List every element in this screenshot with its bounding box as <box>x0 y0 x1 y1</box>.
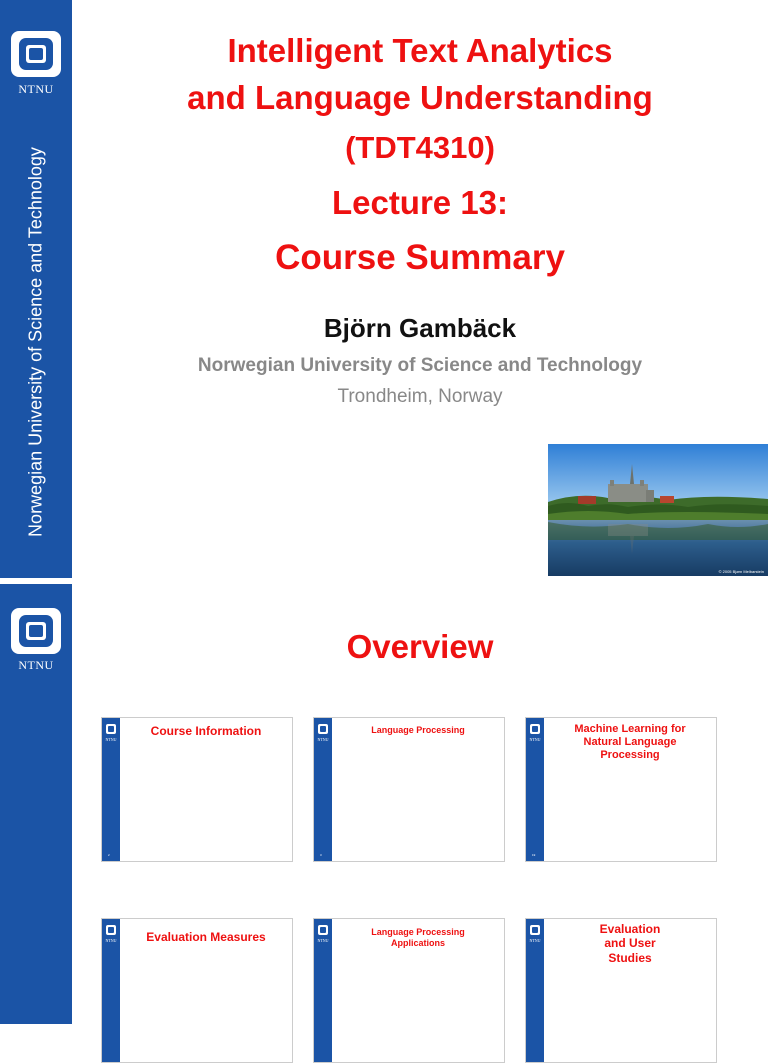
location: Trondheim, Norway <box>337 386 503 407</box>
thumbnail-title: Course Information <box>150 724 262 738</box>
thumbnail-evaluation-user-studies[interactable] <box>525 918 717 1063</box>
ntnu-logo-icon <box>11 31 61 77</box>
vertical-university-text: Norwegian University of Science and Technology <box>25 147 46 537</box>
thumbnail-title: Machine Learning for Natural Language Processing <box>574 723 686 762</box>
overview-title: Overview <box>346 628 494 665</box>
thumbnail-language-processing-applications[interactable] <box>313 918 505 1063</box>
lecture-subject: Course Summary <box>275 238 565 277</box>
mini-logo-text: NTNU <box>317 737 329 742</box>
mini-logo-text: NTNU <box>529 737 541 742</box>
thumbnail-title: Language Processing <box>371 725 465 735</box>
ntnu-mini-logo-icon <box>318 925 328 935</box>
thumbnail-evaluation-measures[interactable] <box>101 918 293 1063</box>
university-name: Norwegian University of Science and Technology <box>197 355 643 376</box>
ntnu-mini-logo-icon <box>530 925 540 935</box>
course-title-line1: Intelligent Text Analytics <box>227 32 613 69</box>
ntnu-mini-logo-icon <box>318 724 328 734</box>
thumbnail-machine-learning-nlp[interactable] <box>525 717 717 862</box>
thumbnail-page-number: 2 <box>108 853 110 857</box>
ntnu-mini-logo-icon <box>106 724 116 734</box>
photo-credit: © 2005 Bjørn Melbarstein <box>718 569 764 574</box>
thumbnail-page-number: 19 <box>532 853 536 857</box>
sidebar-overview-slide <box>0 584 72 1024</box>
cathedral-photo <box>548 444 768 576</box>
thumbnail-course-information[interactable] <box>101 717 293 862</box>
thumbnail-title: Language Processing Applications <box>371 927 465 948</box>
ntnu-mini-logo-icon <box>530 724 540 734</box>
logo-text: NTNU <box>18 82 54 96</box>
ntnu-logo-icon <box>11 608 61 654</box>
lecture-number: Lecture 13: <box>331 184 509 221</box>
thumbnail-title: Evaluation and User Studies <box>599 922 661 965</box>
mini-logo-text: NTNU <box>529 938 541 943</box>
thumbnail-title: Evaluation Measures <box>146 930 266 944</box>
author-name: Björn Gambäck <box>323 313 517 343</box>
mini-logo-text: NTNU <box>317 938 329 943</box>
mini-logo-text: NTNU <box>105 737 117 742</box>
course-code: (TDT4310) <box>345 130 495 165</box>
thumbnail-language-processing[interactable] <box>313 717 505 862</box>
sidebar-title-slide <box>0 0 72 578</box>
ntnu-mini-logo-icon <box>106 925 116 935</box>
thumbnail-page-number: 3 <box>320 853 322 857</box>
mini-logo-text: NTNU <box>105 938 117 943</box>
logo-text: NTNU <box>18 658 54 672</box>
course-title-line2: and Language Understanding <box>187 79 653 116</box>
